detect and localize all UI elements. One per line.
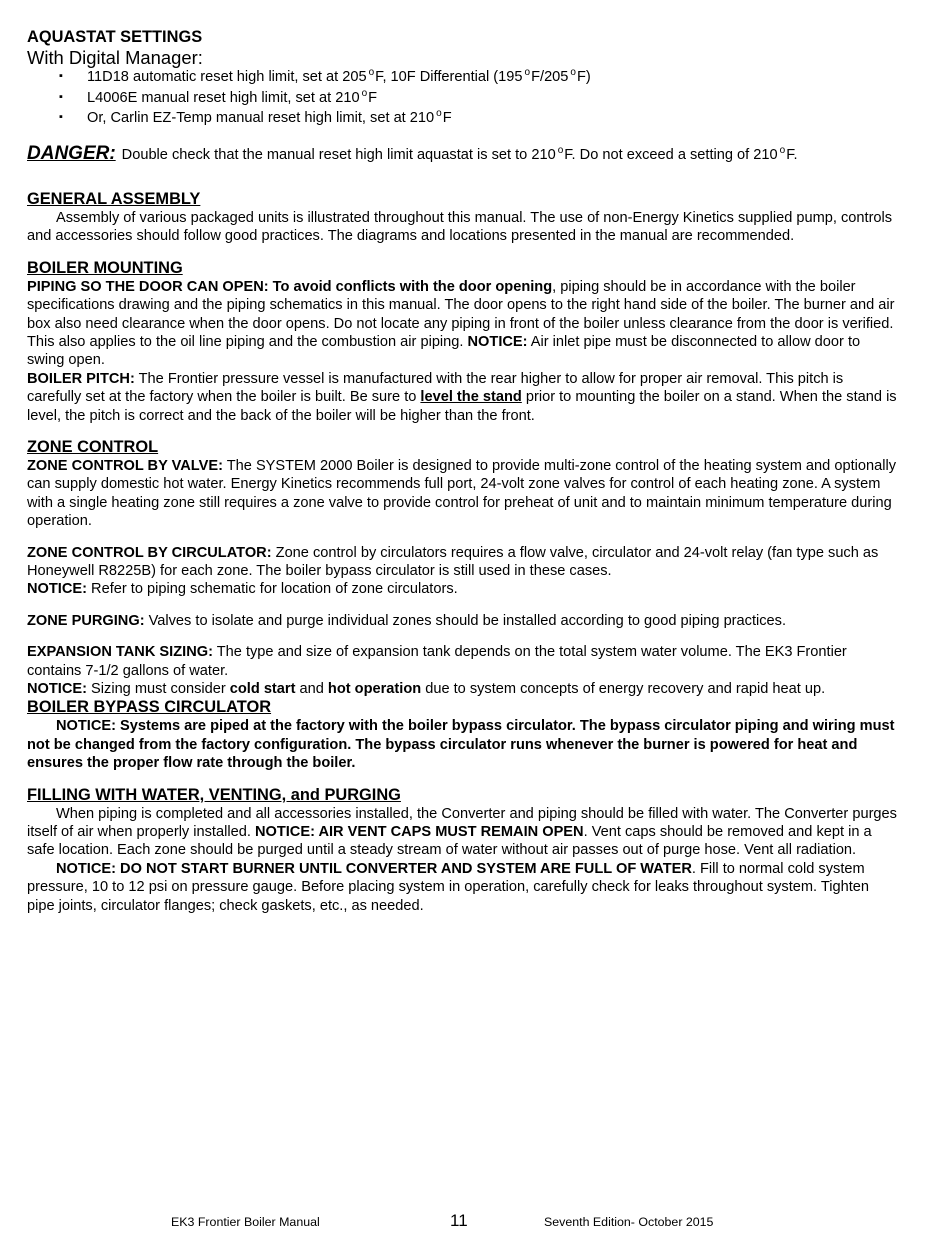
footer-edition: Seventh Edition- October 2015	[544, 1215, 714, 1229]
zone-purging-paragraph: ZONE PURGING: Valves to isolate and purge individual zones should be installed according to good piping practices.	[27, 612, 787, 629]
general-assembly-text: Assembly of various packaged units is illustrated throughout this manual. The use of non-Energy Kinetics supplied pump, controls and accessories should follow good practices. The diagrams and locations presented in the manual are recommended.	[27, 209, 893, 245]
bypass-circulator-heading: BOILER BYPASS CIRCULATOR	[27, 698, 272, 717]
danger-label: DANGER:	[27, 142, 116, 164]
aquastat-heading: AQUASTAT SETTINGS	[27, 28, 203, 46]
list-item: ▪ 11D18 automatic reset high limit, set at 205 $^o$F, 10F Differential (195 $^o$F/205 $^o$F)	[87, 68, 899, 89]
page-number: 11	[450, 1211, 468, 1230]
danger-notice: DANGER: Double check that the manual reset high limit aquastat is set to 210 $^o$F. Do not exceed a setting of 210 $^o$F.	[27, 142, 798, 164]
piping-door-paragraph: PIPING SO THE DOOR CAN OPEN: To avoid conflicts with the door opening, piping should be in accordance with the boiler specifications drawing and the piping schematics in this manual. The door opens to the right hand side of the boiler. The burner and air box also need clearance when the door opens. Do not locate any piping in front of the boiler unless clearance from the door is verified. This also applies to the oil line piping and the combustion air piping. NOTICE: Air inlet pipe must be disconnected to allow door to swing open.	[27, 278, 895, 369]
zone-circulator-paragraph: ZONE CONTROL BY CIRCULATOR: Zone control by circulators requires a flow valve, circulator and 24-volt relay (fan type such as Honeywell R8225B) for each zone. The boiler bypass circulator is still used in these cases.	[27, 544, 879, 579]
manual-page	[27, 28, 899, 915]
boiler-mounting-heading: BOILER MOUNTING	[27, 258, 183, 277]
expansion-tank-notice: NOTICE: Sizing must consider cold start and hot operation due to system concepts of energy recovery and rapid heat up.	[27, 681, 826, 698]
aquastat-list	[27, 68, 899, 130]
aquastat-subheading: With Digital Manager:	[27, 47, 203, 68]
bypass-circulator-notice: NOTICE: Systems are piped at the factory with the boiler bypass circulator. The bypass circulator piping and wiring must not be changed from the factory configuration. The bypass circulator runs whenever the burner is powered for heat and ensures the proper flow rate through the boiler.	[27, 718, 895, 772]
zone-control-heading: ZONE CONTROL	[27, 437, 159, 456]
list-item: ▪ L4006E manual reset high limit, set at 210 $^o$F	[87, 89, 899, 110]
filling-paragraph: When piping is completed and all accessories installed, the Converter and piping should be filled with water. The Converter purges itself of air when properly installed. NOTICE: AIR VENT CAPS MUST REMAIN OPEN. Vent caps should be removed and kept in a safe location. Each zone should be purged until a steady stream of water without air passes out of purge hose. Vent all radiation.	[27, 805, 897, 859]
filling-heading: FILLING WITH WATER, VENTING, and PURGING	[27, 785, 401, 804]
boiler-pitch-paragraph: BOILER PITCH: The Frontier pressure vessel is manufactured with the rear higher to allow for proper air removal. This pitch is carefully set at the factory when the boiler is built. Be sure to level the stand prior to mounting the boiler on a stand. When the stand is level, the pitch is correct and the back of the boiler will be higher than the front.	[27, 370, 897, 424]
zone-valve-paragraph: ZONE CONTROL BY VALVE: The SYSTEM 2000 Boiler is designed to provide multi-zone control of the heating system and optionally can supply domestic hot water. Energy Kinetics recommends full port, 24-volt zone valves for control of each heating zone. A system with a single heating zone still requires a zone valve to provide control for preheat of unit and to maintain minimum temperature during operation.	[27, 457, 896, 530]
zone-circulator-notice: NOTICE: Refer to piping schematic for location of zone circulators.	[27, 581, 458, 598]
filling-notice: NOTICE: DO NOT START BURNER UNTIL CONVERTER AND SYSTEM ARE FULL OF WATER. Fill to normal cold system pressure, 10 to 12 psi on pressure gauge. Before placing system in operation, carefully check for leaks throughout system. Tighten pipe joints, circulator flanges; check gaskets, etc., as needed.	[27, 860, 870, 914]
general-assembly-heading: GENERAL ASSEMBLY	[27, 189, 201, 208]
expansion-tank-paragraph: EXPANSION TANK SIZING: The type and size of expansion tank depends on the total system water volume. The EK3 Frontier contains 7-1/2 gallons of water.	[27, 644, 847, 679]
list-item: ▪ Or, Carlin EZ-Temp manual reset high limit, set at 210 $^o$F	[87, 109, 899, 130]
footer-title: EK3 Frontier Boiler Manual	[171, 1215, 320, 1229]
